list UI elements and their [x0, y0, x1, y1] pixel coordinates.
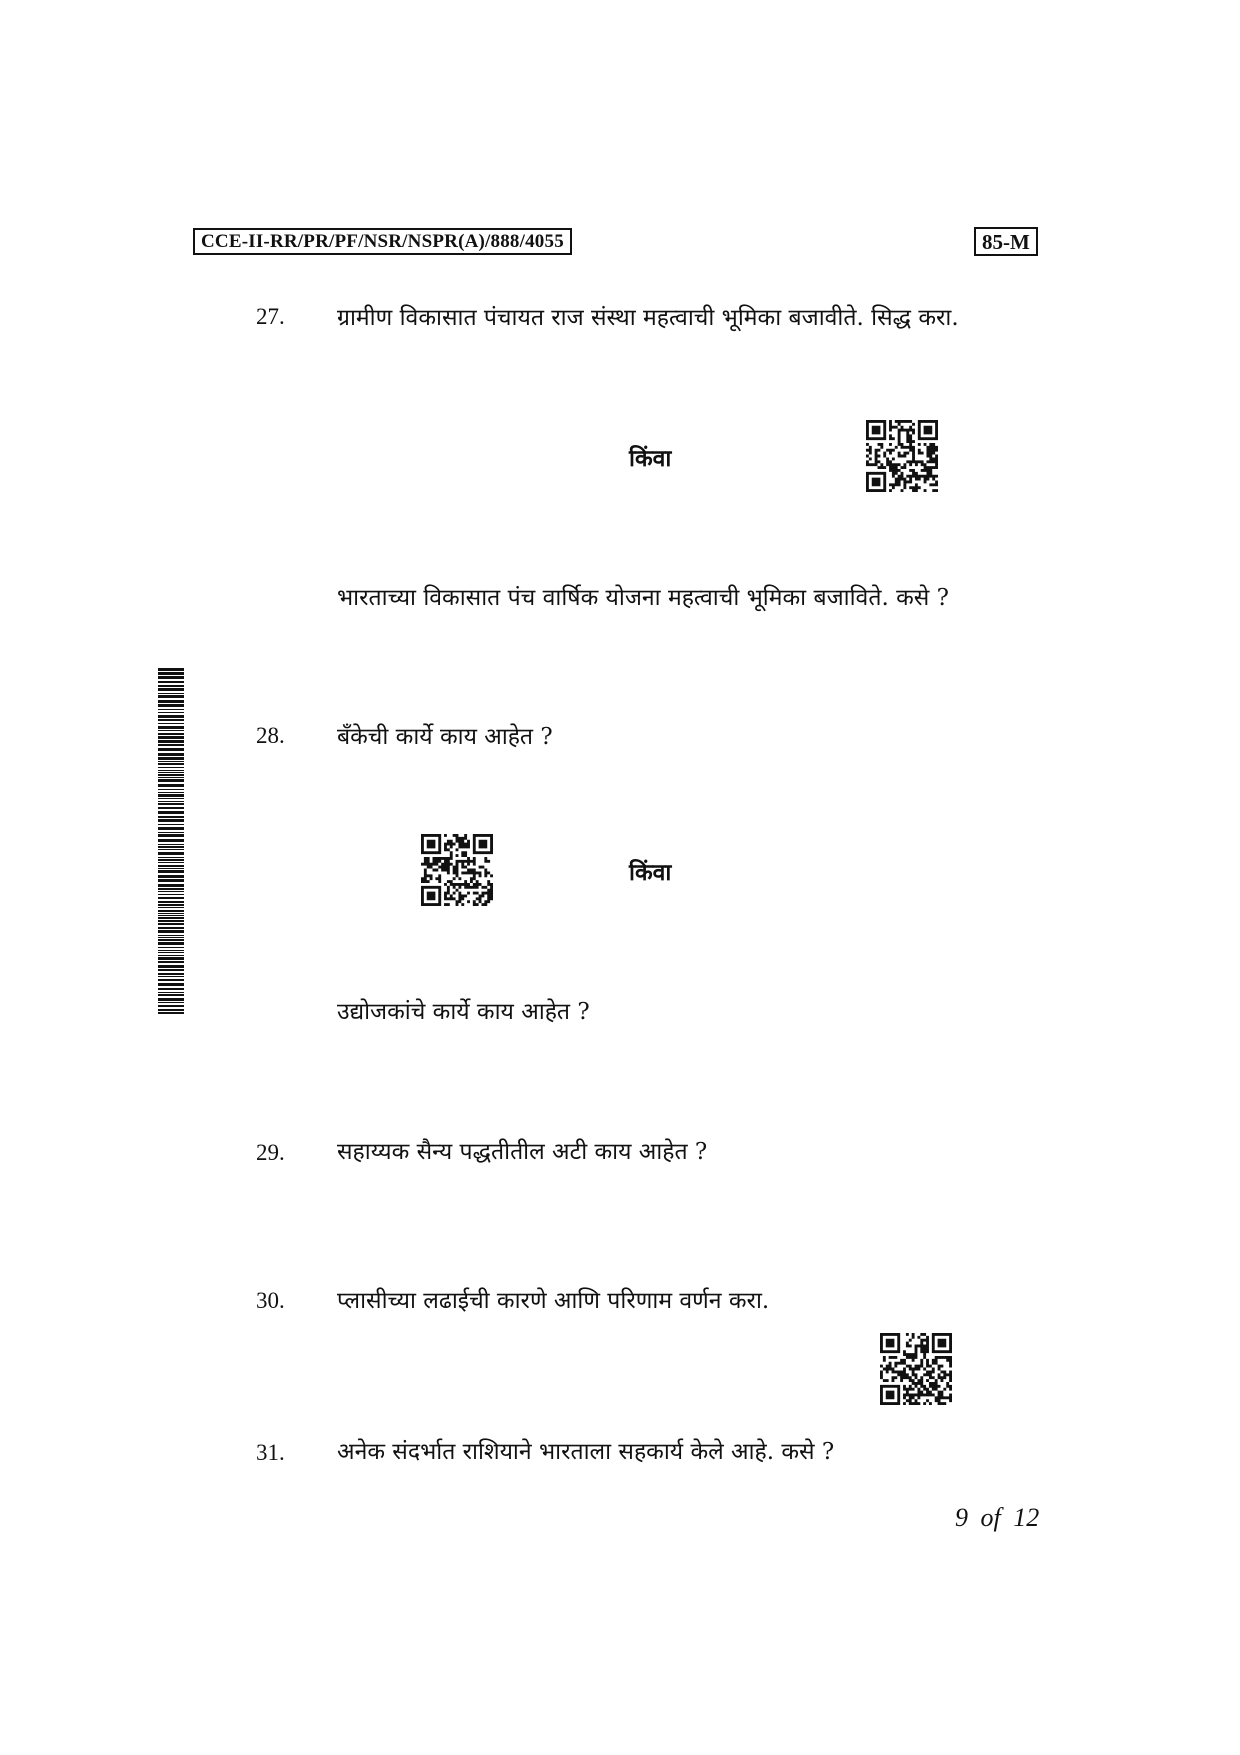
question-27-alternative-text: भारताच्या विकासात पंच वार्षिक योजना महत्वाची भूमिका बजाविते. कसे ?	[337, 585, 949, 611]
question-29-text: सहाय्यक सैन्य पद्धतीतील अटी काय आहेत ?	[337, 1139, 708, 1165]
qr-code-icon	[880, 1333, 952, 1405]
paper-code: CCE-II-RR/PR/PF/NSR/NSPR(A)/888/4055	[193, 228, 572, 255]
qr-code-icon	[421, 834, 493, 906]
question-31-text: अनेक संदर्भात राशियाने भारताला सहकार्य केले आहे. कसे ?	[337, 1439, 835, 1465]
question-27-number: 27.	[256, 304, 285, 329]
barcode-icon	[158, 668, 184, 1014]
question-28-number: 28.	[256, 723, 285, 748]
question-30-text: प्लासीच्या लढाईची कारणे आणि परिणाम वर्णन करा.	[337, 1288, 770, 1314]
question-28-text: बँकेची कार्ये काय आहेत ?	[337, 724, 553, 750]
set-code: 85-M	[974, 227, 1038, 256]
question-27-or-label: किंवा	[629, 445, 672, 472]
question-31-number: 31.	[256, 1440, 285, 1465]
question-28-or-label: किंवा	[629, 859, 672, 886]
qr-code-icon	[866, 420, 938, 492]
page-number: 9 of 12	[955, 1503, 1040, 1532]
question-28-alternative-text: उद्योजकांचे कार्ये काय आहेत ?	[337, 999, 590, 1025]
question-30-number: 30.	[256, 1288, 285, 1313]
question-29-number: 29.	[256, 1140, 285, 1165]
question-27-text: ग्रामीण विकासात पंचायत राज संस्था महत्वाची भूमिका बजावीते. सिद्ध करा.	[337, 305, 959, 331]
